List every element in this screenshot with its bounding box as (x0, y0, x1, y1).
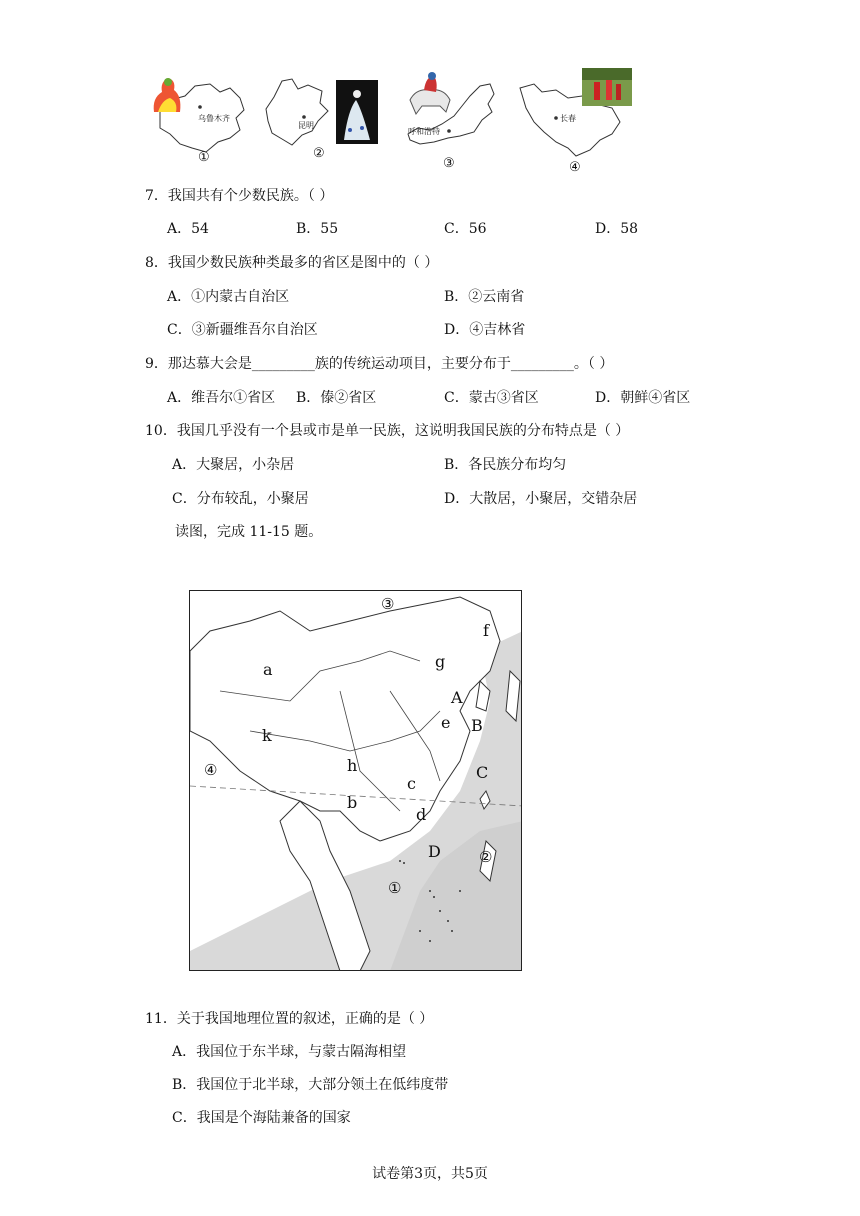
map-drawing-icon (190, 591, 522, 971)
q11-option-b[interactable]: B．我国位于北半球，大部分领土在低纬度带 (172, 1077, 449, 1093)
map-label-B: B (471, 716, 483, 735)
map-label-b: b (347, 793, 358, 812)
map-label-C: C (476, 763, 489, 782)
question-10-stem: 10．我国几乎没有一个县或市是单一民族，这说明我国民族的分布特点是（ ） (145, 423, 630, 439)
map-label-D: D (428, 842, 441, 861)
q10-option-a[interactable]: A．大聚居，小杂居 (172, 457, 295, 473)
map-label-h: h (347, 756, 358, 775)
q10-option-d[interactable]: D．大散居，小聚居，交错杂居 (444, 491, 638, 507)
map-label-c: c (407, 774, 416, 793)
province-number: ③ (443, 156, 455, 171)
map-label-d: d (416, 805, 427, 824)
city-label: 乌鲁木齐 (198, 114, 230, 123)
map-label-num3: ③ (381, 595, 395, 613)
page-footer: 试卷第3页，共5页 (372, 1166, 488, 1182)
map-label-a: a (263, 660, 273, 679)
province-number: ① (198, 150, 210, 165)
q11-option-a[interactable]: A．我国位于东半球，与蒙古隔海相望 (172, 1044, 407, 1060)
q10-option-c[interactable]: C．分布较乱，小聚居 (172, 491, 309, 507)
q9-option-d[interactable]: D．朝鲜④省区 (595, 390, 691, 406)
province-number: ④ (569, 160, 581, 175)
question-11-stem: 11．关于我国地理位置的叙述，正确的是（ ） (145, 1011, 434, 1027)
question-8-stem: 8．我国少数民族种类最多的省区是图中的（ ） (145, 255, 439, 271)
east-asia-map (189, 590, 522, 971)
map-label-A: A (451, 688, 463, 707)
map-label-num1: ① (388, 879, 402, 897)
q7-option-a[interactable]: A．54 (167, 221, 209, 237)
city-label: 昆明 (298, 121, 314, 130)
q8-option-c[interactable]: C．③新疆维吾尔自治区 (167, 322, 318, 338)
yunnan-outline-icon (262, 75, 342, 153)
map-label-num4: ④ (204, 761, 218, 779)
map-label-e: e (441, 713, 451, 732)
q8-option-b[interactable]: B．②云南省 (444, 289, 525, 305)
q7-option-c[interactable]: C．56 (444, 221, 487, 237)
q8-option-d[interactable]: D．④吉林省 (444, 322, 526, 338)
q9-option-c[interactable]: C．蒙古③省区 (444, 390, 539, 406)
city-label: 长春 (560, 114, 576, 123)
map-label-g: g (435, 652, 446, 671)
q9-option-a[interactable]: A．维吾尔①省区 (167, 390, 276, 406)
q9-option-b[interactable]: B．傣②省区 (296, 390, 377, 406)
peacock-dancer-photo-icon (336, 80, 378, 144)
instruction-text: 读图，完成 11-15 题。 (175, 524, 323, 540)
dancer-photo-icon (148, 72, 188, 116)
province-number: ② (313, 146, 325, 161)
city-label: 呼和浩特 (408, 127, 440, 136)
q7-option-d[interactable]: D．58 (595, 221, 639, 237)
q11-option-c[interactable]: C．我国是个海陆兼备的国家 (172, 1110, 351, 1126)
question-9-stem: 9．那达慕大会是_________族的传统运动项目，主要分布于_________。（ ） (145, 356, 614, 372)
map-label-f: f (483, 621, 489, 640)
map-label-k: k (262, 726, 272, 745)
horse-rider-photo-icon (406, 70, 456, 118)
q10-option-b[interactable]: B．各民族分布均匀 (444, 457, 567, 473)
map-label-num2: ② (479, 848, 493, 866)
people-photo-icon (582, 68, 632, 106)
q7-option-b[interactable]: B．55 (296, 221, 339, 237)
province-map-yunnan (262, 75, 342, 153)
q8-option-a[interactable]: A．①内蒙古自治区 (167, 289, 290, 305)
question-7-stem: 7．我国共有个少数民族。（ ） (145, 188, 334, 204)
